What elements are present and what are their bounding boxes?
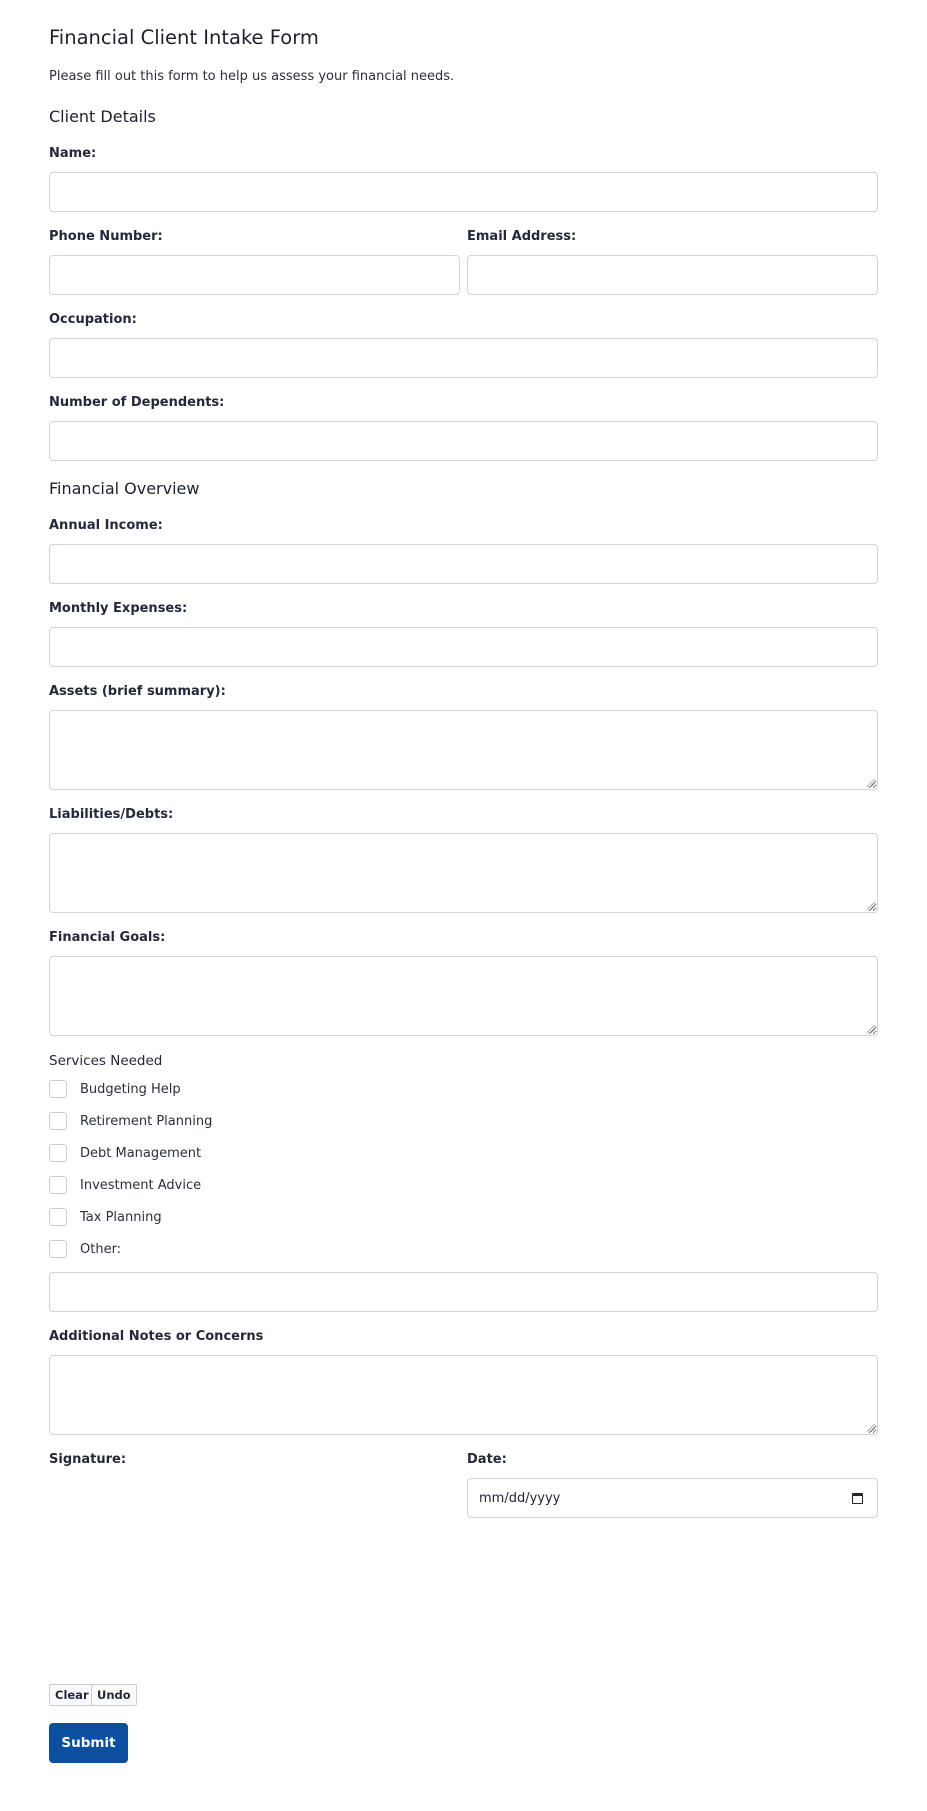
expenses-label: Monthly Expenses:	[49, 601, 188, 616]
checkbox[interactable]	[49, 1080, 67, 1098]
checkbox[interactable]	[49, 1176, 67, 1194]
occupation-input[interactable]	[49, 338, 878, 378]
submit-button[interactable]: Submit	[49, 1723, 128, 1763]
signature-label: Signature:	[49, 1452, 127, 1467]
phone-label: Phone Number:	[49, 229, 163, 244]
undo-signature-button[interactable]: Undo	[91, 1684, 137, 1706]
income-label: Annual Income:	[49, 518, 163, 533]
checkbox[interactable]	[49, 1112, 67, 1130]
liabilities-textarea[interactable]	[49, 833, 878, 913]
liabilities-label: Liabilities/Debts:	[49, 807, 174, 822]
name-label: Name:	[49, 146, 97, 161]
goals-textarea[interactable]	[49, 956, 878, 1036]
name-input[interactable]	[49, 172, 878, 212]
date-label: Date:	[467, 1452, 507, 1467]
calendar-icon[interactable]	[852, 1493, 863, 1504]
checkbox-label: Tax Planning	[80, 1209, 162, 1225]
checkbox-label: Other:	[80, 1241, 122, 1257]
service-option-retirement[interactable]	[49, 1111, 212, 1131]
phone-input[interactable]	[49, 255, 460, 295]
service-option-debt[interactable]	[49, 1143, 201, 1163]
service-option-investment[interactable]	[49, 1175, 201, 1195]
goals-label: Financial Goals:	[49, 930, 166, 945]
services-heading: Services Needed	[49, 1053, 163, 1069]
form-title: Financial Client Intake Form	[49, 26, 319, 49]
date-placeholder: mm/dd/yyyy	[479, 1490, 561, 1506]
email-input[interactable]	[467, 255, 878, 295]
checkbox-label: Debt Management	[80, 1145, 202, 1161]
section-client-details: Client Details	[49, 107, 156, 126]
service-option-tax[interactable]	[49, 1207, 162, 1227]
form-intro: Please fill out this form to help us assess your financial needs.	[49, 69, 455, 84]
assets-label: Assets (brief summary):	[49, 684, 226, 699]
dependents-input[interactable]	[49, 421, 878, 461]
income-input[interactable]	[49, 544, 878, 584]
service-option-budgeting[interactable]	[49, 1079, 181, 1099]
clear-signature-button[interactable]: Clear	[49, 1684, 95, 1706]
checkbox[interactable]	[49, 1208, 67, 1226]
other-service-input[interactable]	[49, 1272, 878, 1312]
checkbox-label: Budgeting Help	[80, 1081, 181, 1097]
date-input[interactable]	[467, 1478, 878, 1518]
email-label: Email Address:	[467, 229, 577, 244]
checkbox-label: Retirement Planning	[80, 1113, 213, 1129]
checkbox-label: Investment Advice	[80, 1177, 202, 1193]
assets-textarea[interactable]	[49, 710, 878, 790]
service-option-other[interactable]	[49, 1239, 121, 1259]
dependents-label: Number of Dependents:	[49, 395, 225, 410]
checkbox[interactable]	[49, 1240, 67, 1258]
expenses-input[interactable]	[49, 627, 878, 667]
section-financial-overview: Financial Overview	[49, 479, 200, 498]
notes-label: Additional Notes or Concerns	[49, 1329, 264, 1344]
signature-pad[interactable]	[49, 1478, 460, 1678]
checkbox[interactable]	[49, 1144, 67, 1162]
occupation-label: Occupation:	[49, 312, 137, 327]
notes-textarea[interactable]	[49, 1355, 878, 1435]
